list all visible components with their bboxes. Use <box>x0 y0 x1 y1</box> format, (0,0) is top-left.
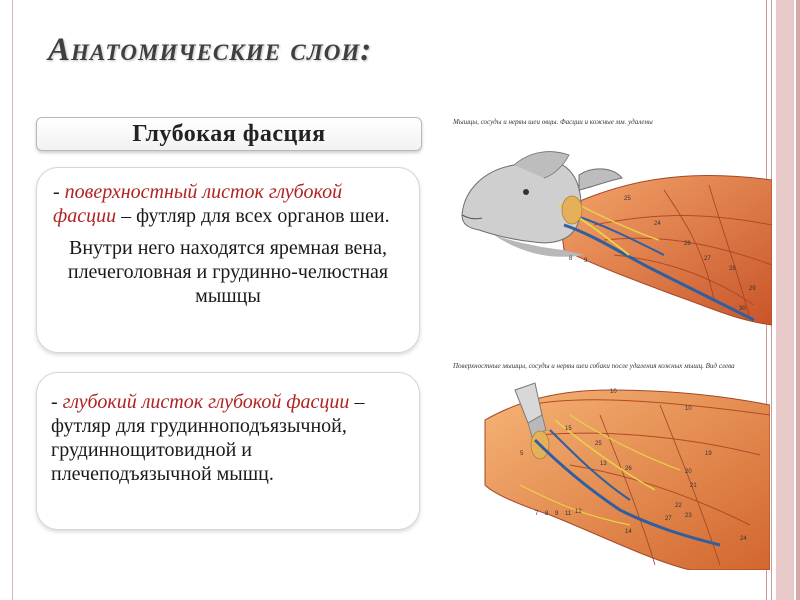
figure-label: 24 <box>740 536 747 542</box>
figure-label: 13 <box>600 461 607 467</box>
superficial-layer-description: – футляр для всех органов шеи. <box>116 205 390 227</box>
figure-label: 8 <box>545 511 549 517</box>
dash: - <box>53 181 65 203</box>
figure-label: 25 <box>595 441 602 447</box>
figure-label: 24 <box>654 221 661 227</box>
figure-caption-dog: Поверхностные мышцы, сосуды и нервы шеи собаки после удаления кожных мышц. Вид слева <box>453 362 735 370</box>
figure-label: 30 <box>739 306 746 312</box>
figure-label: 10 <box>685 406 692 412</box>
figure-label: 20 <box>685 469 692 475</box>
superficial-layer-note: Внутри него находятся яремная вена, плечеголовная и грудинно-челюстная мышцы <box>67 237 389 307</box>
superficial-layer-text <box>53 180 403 228</box>
left-border-line <box>12 0 13 600</box>
figure-label: 11 <box>565 511 572 517</box>
figure-label: 26 <box>625 466 632 472</box>
superficial-layer-term: поверхностный листок глубокой фасции <box>53 181 343 227</box>
figure-label: 5 <box>520 451 524 457</box>
deep-layer-card <box>36 372 420 530</box>
figure-label: 26 <box>684 241 691 247</box>
slide-title: Анатомические слои: <box>48 32 373 68</box>
section-heading <box>36 117 422 151</box>
figure-label: 10 <box>610 389 617 395</box>
figure-label: 12 <box>575 509 582 515</box>
figure-label: 27 <box>665 516 672 522</box>
deep-layer-description: – футляр для грудинноподъязычной, грудиннощитовидной и плечеподъязычной мышц. <box>51 391 365 485</box>
superficial-layer-card <box>36 167 420 353</box>
figure-label: 29 <box>749 286 756 292</box>
figure-label: 14 <box>625 529 632 535</box>
figure-label: 15 <box>565 426 572 432</box>
figure-label: 8 <box>569 256 573 262</box>
figure-label: 28 <box>729 266 736 272</box>
figure-caption-sheep: Мышцы, сосуды и нервы шеи овцы. Фасции и кожные мм. удалены <box>453 118 653 126</box>
dash: - <box>51 391 63 413</box>
figure-label: 21 <box>690 483 697 489</box>
deep-layer-text <box>51 390 405 486</box>
figure-label: 9 <box>555 511 559 517</box>
figure-label: 19 <box>705 451 712 457</box>
dog-neck-illustration <box>480 375 770 570</box>
figure-label: 22 <box>675 503 682 509</box>
figure-label: 7 <box>535 511 539 517</box>
sheep-neck-illustration <box>454 130 772 330</box>
deep-layer-term: глубокий листок глубокой фасции <box>62 391 350 413</box>
figure-label: 9 <box>584 258 588 264</box>
section-heading-text: Глубокая фасция <box>132 121 326 147</box>
figure-label: 23 <box>685 513 692 519</box>
figure-label: 25 <box>624 196 631 202</box>
figure-label: 27 <box>704 256 711 262</box>
